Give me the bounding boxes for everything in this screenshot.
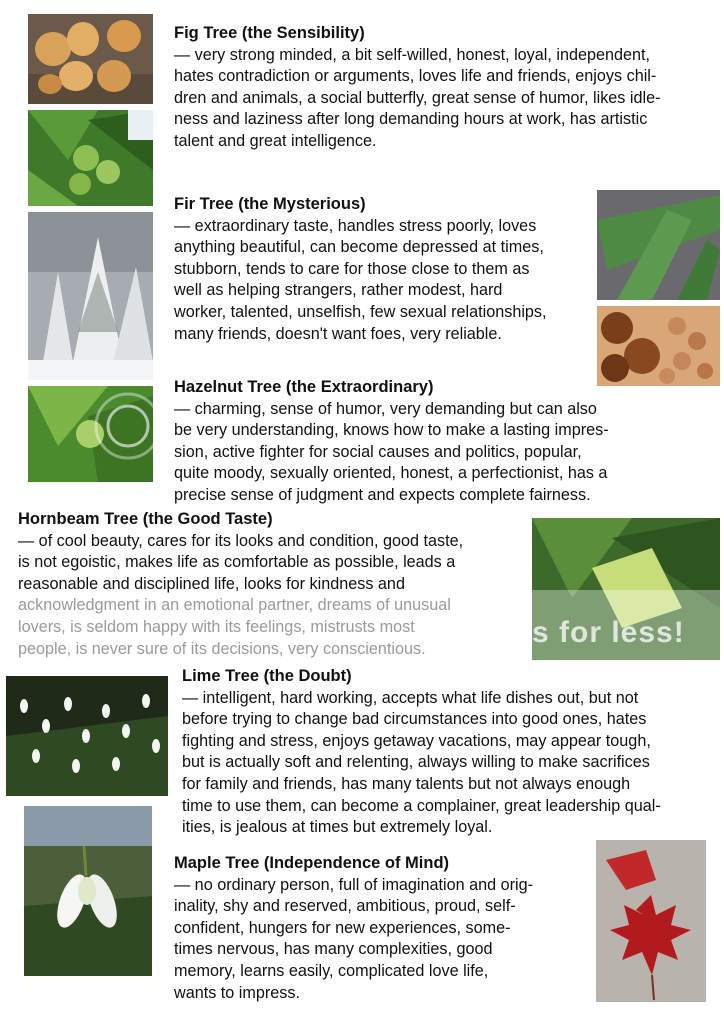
body-line: acknowledgment in an emotional partner, dreams of unusual: [18, 596, 451, 615]
body-line: wants to impress.: [174, 983, 300, 1002]
body-line: hates contradiction or arguments, loves life and friends, enjoys chil-: [174, 67, 657, 86]
fig-fruits-photo: [28, 14, 153, 104]
body-line: many friends, doesn't want foes, very reliable.: [174, 324, 502, 343]
body-line: well as helping strangers, rather modest, hard: [174, 281, 503, 300]
body-line: inality, shy and reserved, ambitious, proud, self-: [174, 897, 516, 916]
fir-branch-photo: [597, 190, 720, 300]
snowdrops-field-photo: [6, 676, 168, 796]
hazelnut-leaves-photo: [28, 386, 153, 482]
body-line: — charming, sense of humor, very demanding but can also: [174, 399, 597, 418]
fig-tree-photo: [28, 110, 153, 206]
hazelnut-tree-section: [174, 377, 609, 507]
section-title: Hornbeam Tree (the Good Taste): [18, 510, 273, 528]
section-title: Hazelnut Tree (the Extraordinary): [174, 378, 434, 396]
body-line: be very understanding, knows how to make a lasting impres-: [174, 421, 609, 440]
body-line: is not egoistic, makes life as comfortable as possible, leads a: [18, 553, 456, 572]
body-line: — of cool beauty, cares for its looks and condition, good taste,: [18, 531, 464, 550]
maple-leaf-photo: [596, 840, 706, 1002]
body-line: before trying to change bad circumstances into good ones, hates: [182, 710, 647, 729]
snowdrop-closeup-photo: [24, 806, 152, 976]
hornbeam-tree-section: [18, 509, 463, 660]
lime-tree-section: [182, 666, 661, 839]
body-line: — intelligent, hard working, accepts what life dishes out, but not: [182, 688, 639, 707]
body-line: ities, is jealous at times but extremely loyal.: [182, 818, 493, 837]
body-line: lovers, is seldom happy with its feelings, mistrusts most: [18, 617, 415, 636]
body-line: but is actually soft and relenting, always willing to make sacrifices: [182, 753, 650, 772]
body-line: worker, talented, unselfish, few sexual relationships,: [174, 302, 547, 321]
body-line: reasonable and disciplined life, looks for kindness and: [18, 574, 405, 593]
body-line: — very strong minded, a bit self-willed, honest, loyal, independent,: [174, 45, 650, 64]
body-line: for family and friends, has many talents but not always enough: [182, 774, 631, 793]
fir-tree-section: [174, 194, 547, 345]
fig-tree-section: [174, 23, 660, 153]
section-title: Maple Tree (Independence of Mind): [174, 854, 450, 872]
body-line: ness and laziness after long demanding hours at work, has artistic: [174, 110, 648, 129]
body-line: — no ordinary person, full of imagination and orig-: [174, 875, 534, 894]
body-line: confident, hungers for new experiences, some-: [174, 918, 511, 937]
hornbeam-photo: [532, 518, 720, 660]
body-line: quite moody, sexually oriented, honest, a perfectionist, has a: [174, 464, 608, 483]
body-line: precise sense of judgment and expects complete fairness.: [174, 485, 591, 504]
body-line: memory, learns easily, complicated love life,: [174, 961, 489, 980]
section-title: Fir Tree (the Mysterious): [174, 195, 366, 213]
body-line: anything beautiful, can become depressed at times,: [174, 238, 544, 257]
body-line: fighting and stress, enjoys getaway vacations, may appear tough,: [182, 731, 651, 750]
body-line: — extraordinary taste, handles stress poorly, loves: [174, 216, 537, 235]
body-line: talent and great intelligence.: [174, 131, 377, 150]
section-title: Lime Tree (the Doubt): [182, 667, 352, 685]
body-line: time to use them, can become a complainer, great leadership qual-: [182, 796, 661, 815]
section-title: Fig Tree (the Sensibility): [174, 24, 365, 42]
body-line: dren and animals, a social butterfly, great sense of humor, likes idle-: [174, 88, 661, 107]
hazelnuts-photo: [597, 306, 720, 386]
body-line: sion, active fighter for social causes and politics, popular,: [174, 442, 582, 461]
fir-snow-photo: [28, 212, 153, 380]
watermark-text: s for less!: [532, 616, 685, 649]
body-line: times nervous, has many complexities, good: [174, 940, 493, 959]
body-line: stubborn, tends to care for those close to them as: [174, 259, 530, 278]
maple-tree-section: [174, 853, 533, 1004]
body-line: people, is never sure of its decisions, very conscientious.: [18, 639, 426, 658]
